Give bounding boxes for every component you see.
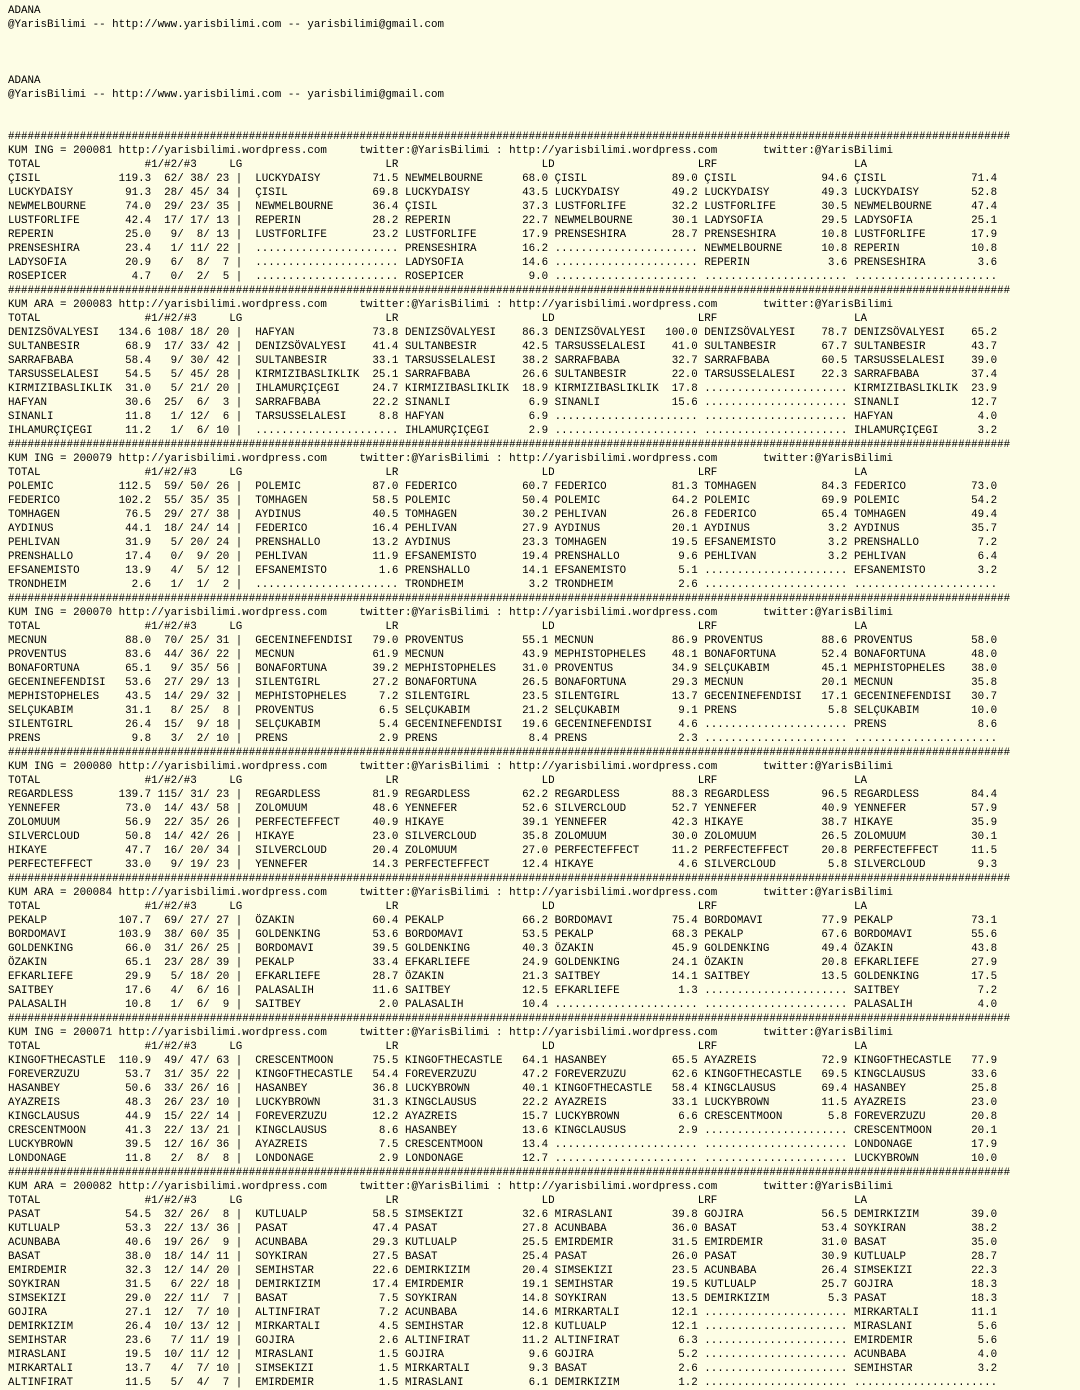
- horse-row: HIKAYE 47.7 16/ 20/ 34 | SILVERCLOUD 20.4 ZOLOMUUM 27.0 PERFECTEFFECT 11.2 PERFECTEFFECT 20.8 PERFECTEFFECT 11.5: [8, 845, 998, 857]
- race-header: KUM ARA = 200083 http://yarisbilimi.wordpress.com twitter:@YarisBilimi : http://yarisbilimi.wordpress.com twitter:@YarisBilimi: [8, 299, 893, 311]
- horse-row: PROVENTUS 83.6 44/ 36/ 22 | MECNUN 61.9 MECNUN 43.9 MEPHISTOPHELES 48.1 BONAFORTUNA 52.4 BONAFORTUNA 48.0: [8, 649, 998, 661]
- horse-row: IHLAMURÇIÇEGI 11.2 1/ 6/ 10 | ...................... IHLAMURÇIÇEGI 2.9 ...................... ...................... IHLAMURÇIÇEGI 3.2: [8, 425, 998, 437]
- horse-row: LADYSOFIA 20.9 6/ 8/ 7 | ...................... LADYSOFIA 14.6 ...................... REPERIN 3.6 PRENSESHIRA 3.6: [8, 257, 998, 269]
- horse-row: PRENSESHIRA 23.4 1/ 11/ 22 | ...................... PRENSESHIRA 16.2 ...................... NEWMELBOURNE 10.8 REPERIN 10.8: [8, 243, 998, 255]
- horse-row: REGARDLESS 139.7 115/ 31/ 23 | REGARDLESS 81.9 REGARDLESS 62.2 REGARDLESS 88.3 REGARDLESS 96.5 REGARDLESS 84.4: [8, 789, 998, 801]
- horse-row: LUCKYDAISY 91.3 28/ 45/ 34 | ÇISIL 69.8 LUCKYDAISY 43.5 LUCKYDAISY 49.2 LUCKYDAISY 49.3 LUCKYDAISY 52.8: [8, 187, 998, 199]
- horse-row: PRENSHALLO 17.4 0/ 9/ 20 | PEHLIVAN 11.9 EFSANEMISTO 19.4 PRENSHALLO 9.6 PEHLIVAN 3.2 PEHLIVAN 6.4: [8, 551, 998, 563]
- horse-row: EFKARLIEFE 29.9 5/ 18/ 20 | EFKARLIEFE 28.7 ÖZAKIN 21.3 SAITBEY 14.1 SAITBEY 13.5 GOLDENKING 17.5: [8, 971, 998, 983]
- blank-line: [8, 32, 1080, 46]
- horse-row: MECNUN 88.0 70/ 25/ 31 | GECENINEFENDISI 79.0 PROVENTUS 55.1 MECNUN 86.9 PROVENTUS 88.6 PROVENTUS 58.0: [8, 635, 998, 647]
- horse-row: SILENTGIRL 26.4 15/ 9/ 18 | SELÇUKABIM 5.4 GECENINEFENDISI 19.6 GECENINEFENDISI 4.6 ...................... PRENS 8.6: [8, 719, 998, 731]
- horse-row: DEMIRKIZIM 26.4 10/ 13/ 12 | MIRKARTALI 4.5 SEMIHSTAR 12.8 KUTLUALP 12.1 ...................... MIRASLANI 5.6: [8, 1321, 998, 1333]
- horse-row: FOREVERZUZU 53.7 31/ 35/ 22 | KINGOFTHECASTLE 54.4 FOREVERZUZU 47.2 FOREVERZUZU 62.6 KINGOFTHECASTLE 69.5 KINGCLAUSUS 33.6: [8, 1069, 998, 1081]
- section-separator: ##########################################################################################################################################################: [8, 131, 1011, 143]
- section-separator: ##########################################################################################################################################################: [8, 1167, 1011, 1179]
- horse-row: SILVERCLOUD 50.8 14/ 42/ 26 | HIKAYE 23.0 SILVERCLOUD 35.8 ZOLOMUUM 30.0 ZOLOMUUM 26.5 ZOLOMUUM 30.1: [8, 831, 998, 843]
- horse-row: LUCKYBROWN 39.5 12/ 16/ 36 | AYAZREIS 7.5 CRESCENTMOON 13.4 ...................... ...................... LONDONAGE 17.9: [8, 1139, 998, 1151]
- horse-row: LONDONAGE 11.8 2/ 8/ 8 | LONDONAGE 2.9 LONDONAGE 12.7 ...................... ...................... LUCKYBROWN 10.0: [8, 1153, 998, 1165]
- race-header: KUM ING = 200071 http://yarisbilimi.wordpress.com twitter:@YarisBilimi : http://yarisbilimi.wordpress.com twitter:@YarisBilimi: [8, 1027, 893, 1039]
- horse-row: CRESCENTMOON 41.3 22/ 13/ 21 | KINGCLAUSUS 8.6 HASANBEY 13.6 KINGCLAUSUS 2.9 ...................... CRESCENTMOON 20.1: [8, 1125, 998, 1137]
- horse-row: ACUNBABA 40.6 19/ 26/ 9 | ACUNBABA 29.3 KUTLUALP 25.5 EMIRDEMIR 31.5 EMIRDEMIR 31.0 BASAT 35.0: [8, 1237, 998, 1249]
- horse-row: KIRMIZIBASLIKLIK 31.0 5/ 21/ 20 | IHLAMURÇIÇEGI 24.7 KIRMIZIBASLIKLIK 18.9 KIRMIZIBASLIKLIK 17.8 ...................... KIRMIZIBASLIKLIK 23.9: [8, 383, 998, 395]
- horse-row: KINGOFTHECASTLE 110.9 49/ 47/ 63 | CRESCENTMOON 75.5 KINGOFTHECASTLE 64.1 HASANBEY 65.5 AYAZREIS 72.9 KINGOFTHECASTLE 77.9: [8, 1055, 998, 1067]
- race-header: KUM ARA = 200084 http://yarisbilimi.wordpress.com twitter:@YarisBilimi : http://yarisbilimi.wordpress.com twitter:@YarisBilimi: [8, 887, 893, 899]
- race-header: KUM ING = 200079 http://yarisbilimi.wordpress.com twitter:@YarisBilimi : http://yarisbilimi.wordpress.com twitter:@YarisBilimi: [8, 453, 893, 465]
- column-headers: TOTAL #1/#2/#3 LG LR LD LRF LA: [8, 775, 867, 787]
- horse-row: LUSTFORLIFE 42.4 17/ 17/ 13 | REPERIN 28.2 REPERIN 22.7 NEWMELBOURNE 30.1 LADYSOFIA 29.5 LADYSOFIA 25.1: [8, 215, 998, 227]
- horse-row: AYAZREIS 48.3 26/ 23/ 10 | LUCKYBROWN 31.3 KINGCLAUSUS 22.2 AYAZREIS 33.1 LUCKYBROWN 11.5 AYAZREIS 23.0: [8, 1097, 998, 1109]
- horse-row: PEHLIVAN 31.9 5/ 20/ 24 | PRENSHALLO 13.2 AYDINUS 23.3 TOMHAGEN 19.5 EFSANEMISTO 3.2 PRENSHALLO 7.2: [8, 537, 998, 549]
- horse-row: ALTINFIRAT 11.5 5/ 4/ 7 | EMIRDEMIR 1.5 MIRASLANI 6.1 DEMIRKIZIM 1.2 ...................... ......................: [8, 1377, 998, 1389]
- column-headers: TOTAL #1/#2/#3 LG LR LD LRF LA: [8, 1041, 867, 1053]
- horse-row: SINANLI 11.8 1/ 12/ 6 | TARSUSSELALESI 8.8 HAFYAN 6.9 ...................... ...................... HAFYAN 4.0: [8, 411, 998, 423]
- horse-row: DENIZSÖVALYESI 134.6 108/ 18/ 20 | HAFYAN 73.8 DENIZSÖVALYESI 86.3 DENIZSÖVALYESI 100.0 DENIZSÖVALYESI 78.7 DENIZSÖVALYESI 65.2: [8, 327, 998, 339]
- horse-row: SARRAFBABA 58.4 9/ 30/ 42 | SULTANBESIR 33.1 TARSUSSELALESI 38.2 SARRAFBABA 32.7 SARRAFBABA 60.5 TARSUSSELALESI 39.0: [8, 355, 998, 367]
- column-headers: TOTAL #1/#2/#3 LG LR LD LRF LA: [8, 467, 867, 479]
- section-separator: ##########################################################################################################################################################: [8, 747, 1011, 759]
- horse-row: TARSUSSELALESI 54.5 5/ 45/ 28 | KIRMIZIBASLIKLIK 25.1 SARRAFBABA 26.6 SULTANBESIR 22.0 TARSUSSELALESI 22.3 SARRAFBABA 37.4: [8, 369, 998, 381]
- horse-row: SEMIHSTAR 23.6 7/ 11/ 19 | GOJIRA 2.6 ALTINFIRAT 11.2 ALTINFIRAT 6.3 ...................... EMIRDEMIR 5.6: [8, 1335, 998, 1347]
- horse-row: TOMHAGEN 76.5 29/ 27/ 38 | AYDINUS 40.5 TOMHAGEN 30.2 PEHLIVAN 26.8 FEDERICO 65.4 TOMHAGEN 49.4: [8, 509, 998, 521]
- section-separator: ##########################################################################################################################################################: [8, 285, 1011, 297]
- horse-row: SELÇUKABIM 31.1 8/ 25/ 8 | PROVENTUS 6.5 SELÇUKABIM 21.2 SELÇUKABIM 9.1 PRENS 5.8 SELÇUKABIM 10.0: [8, 705, 998, 717]
- blank-line: [8, 116, 1080, 130]
- race-header: KUM ARA = 200082 http://yarisbilimi.wordpress.com twitter:@YarisBilimi : http://yarisbilimi.wordpress.com twitter:@YarisBilimi: [8, 1181, 893, 1193]
- horse-row: PRENS 9.8 3/ 2/ 10 | PRENS 2.9 PRENS 8.4 PRENS 2.3 ...................... ......................: [8, 733, 998, 745]
- horse-row: BASAT 38.0 18/ 14/ 11 | SOYKIRAN 27.5 BASAT 25.4 PASAT 26.0 PASAT 30.9 KUTLUALP 28.7: [8, 1251, 998, 1263]
- site-credits: @YarisBilimi -- http://www.yarisbilimi.com -- yarisbilimi@gmail.com: [8, 89, 444, 101]
- horse-row: BONAFORTUNA 65.1 9/ 35/ 56 | BONAFORTUNA 39.2 MEPHISTOPHELES 31.0 PROVENTUS 34.9 SELÇUKABIM 45.1 MEPHISTOPHELES 38.0: [8, 663, 998, 675]
- horse-row: SIMSEKIZI 29.0 22/ 11/ 7 | BASAT 7.5 SOYKIRAN 14.8 SOYKIRAN 13.5 DEMIRKIZIM 5.3 PASAT 18.3: [8, 1293, 998, 1305]
- horse-row: MIRASLANI 19.5 10/ 11/ 12 | MIRASLANI 1.5 GOJIRA 9.6 GOJIRA 5.2 ...................... ACUNBABA 4.0: [8, 1349, 998, 1361]
- horse-row: ÖZAKIN 65.1 23/ 28/ 39 | PEKALP 33.4 EFKARLIEFE 24.9 GOLDENKING 24.1 ÖZAKIN 20.8 EFKARLIEFE 27.9: [8, 957, 998, 969]
- horse-row: PEKALP 107.7 69/ 27/ 27 | ÖZAKIN 60.4 PEKALP 66.2 BORDOMAVI 75.4 BORDOMAVI 77.9 PEKALP 73.1: [8, 915, 998, 927]
- horse-row: ROSEPICER 4.7 0/ 2/ 5 | ...................... ROSEPICER 9.0 ...................... ...................... ......................: [8, 271, 998, 283]
- horse-row: ZOLOMUUM 56.9 22/ 35/ 26 | PERFECTEFFECT 40.9 HIKAYE 39.1 YENNEFER 42.3 HIKAYE 38.7 HIKAYE 35.9: [8, 817, 998, 829]
- blank-line: [8, 60, 1080, 74]
- horse-row: HAFYAN 30.6 25/ 6/ 3 | SARRAFBABA 22.2 SINANLI 6.9 SINANLI 15.6 ...................... SINANLI 12.7: [8, 397, 998, 409]
- section-separator: ##########################################################################################################################################################: [8, 439, 1011, 451]
- race-header: KUM ING = 200081 http://yarisbilimi.wordpress.com twitter:@YarisBilimi : http://yarisbilimi.wordpress.com twitter:@YarisBilimi: [8, 145, 893, 157]
- horse-row: GECENINEFENDISI 53.6 27/ 29/ 13 | SILENTGIRL 27.2 BONAFORTUNA 26.5 BONAFORTUNA 29.3 MECNUN 20.1 MECNUN 35.8: [8, 677, 998, 689]
- horse-row: ÇISIL 119.3 62/ 38/ 23 | LUCKYDAISY 71.5 NEWMELBOURNE 68.0 ÇISIL 89.0 ÇISIL 94.6 ÇISIL 71.4: [8, 173, 998, 185]
- horse-row: GOLDENKING 66.0 31/ 26/ 25 | BORDOMAVI 39.5 GOLDENKING 40.3 ÖZAKIN 45.9 GOLDENKING 49.4 ÖZAKIN 43.8: [8, 943, 998, 955]
- horse-row: KUTLUALP 53.3 22/ 13/ 36 | PASAT 47.4 PASAT 27.8 ACUNBABA 36.0 BASAT 53.4 SOYKIRAN 38.2: [8, 1223, 998, 1235]
- horse-row: EFSANEMISTO 13.9 4/ 5/ 12 | EFSANEMISTO 1.6 PRENSHALLO 14.1 EFSANEMISTO 5.1 ...................... EFSANEMISTO 3.2: [8, 565, 998, 577]
- horse-row: YENNEFER 73.0 14/ 43/ 58 | ZOLOMUUM 48.6 YENNEFER 52.6 SILVERCLOUD 52.7 YENNEFER 40.9 YENNEFER 57.9: [8, 803, 998, 815]
- horse-row: PALASALIH 10.8 1/ 6/ 9 | SAITBEY 2.0 PALASALIH 10.4 ...................... ...................... PALASALIH 4.0: [8, 999, 998, 1011]
- section-separator: ##########################################################################################################################################################: [8, 873, 1011, 885]
- horse-row: SAITBEY 17.6 4/ 6/ 16 | PALASALIH 11.6 SAITBEY 12.5 EFKARLIEFE 1.3 ...................... SAITBEY 7.2: [8, 985, 998, 997]
- horse-row: FEDERICO 102.2 55/ 35/ 35 | TOMHAGEN 58.5 POLEMIC 50.4 POLEMIC 64.2 POLEMIC 69.9 POLEMIC 54.2: [8, 495, 998, 507]
- race-header: KUM ING = 200080 http://yarisbilimi.wordpress.com twitter:@YarisBilimi : http://yarisbilimi.wordpress.com twitter:@YarisBilimi: [8, 761, 893, 773]
- race-header: KUM ING = 200070 http://yarisbilimi.wordpress.com twitter:@YarisBilimi : http://yarisbilimi.wordpress.com twitter:@YarisBilimi: [8, 607, 893, 619]
- horse-row: EMIRDEMIR 32.3 12/ 14/ 20 | SEMIHSTAR 22.6 DEMIRKIZIM 20.4 SIMSEKIZI 23.5 ACUNBABA 26.4 SIMSEKIZI 22.3: [8, 1265, 998, 1277]
- city-title: ADANA: [8, 5, 41, 17]
- horse-row: BORDOMAVI 103.9 38/ 60/ 35 | GOLDENKING 53.6 BORDOMAVI 53.5 PEKALP 68.3 PEKALP 67.6 BORDOMAVI 55.6: [8, 929, 998, 941]
- city-title: ADANA: [8, 75, 41, 87]
- column-headers: TOTAL #1/#2/#3 LG LR LD LRF LA: [8, 313, 867, 325]
- horse-row: MEPHISTOPHELES 43.5 14/ 29/ 32 | MEPHISTOPHELES 7.2 SILENTGIRL 23.5 SILENTGIRL 13.7 GECENINEFENDISI 17.1 GECENINEFENDISI 30.7: [8, 691, 998, 703]
- column-headers: TOTAL #1/#2/#3 LG LR LD LRF LA: [8, 901, 867, 913]
- horse-row: TRONDHEIM 2.6 1/ 1/ 2 | ...................... TRONDHEIM 3.2 TRONDHEIM 2.6 ...................... ......................: [8, 579, 998, 591]
- column-headers: TOTAL #1/#2/#3 LG LR LD LRF LA: [8, 621, 867, 633]
- horse-row: AYDINUS 44.1 18/ 24/ 14 | FEDERICO 16.4 PEHLIVAN 27.9 AYDINUS 20.1 AYDINUS 3.2 AYDINUS 35.7: [8, 523, 998, 535]
- horse-row: SULTANBESIR 68.9 17/ 33/ 42 | DENIZSÖVALYESI 41.4 SULTANBESIR 42.5 TARSUSSELALESI 41.0 SULTANBESIR 67.7 SULTANBESIR 43.7: [8, 341, 998, 353]
- horse-row: REPERIN 25.0 9/ 8/ 13 | LUSTFORLIFE 23.2 LUSTFORLIFE 17.9 PRENSESHIRA 28.7 PRENSESHIRA 10.8 LUSTFORLIFE 17.9: [8, 229, 998, 241]
- horse-row: POLEMIC 112.5 59/ 50/ 26 | POLEMIC 87.0 FEDERICO 60.7 FEDERICO 81.3 TOMHAGEN 84.3 FEDERICO 73.0: [8, 481, 998, 493]
- horse-row: HASANBEY 50.6 33/ 26/ 16 | HASANBEY 36.8 LUCKYBROWN 40.1 KINGOFTHECASTLE 58.4 KINGCLAUSUS 69.4 HASANBEY 25.8: [8, 1083, 998, 1095]
- section-separator: ##########################################################################################################################################################: [8, 1013, 1011, 1025]
- horse-row: SOYKIRAN 31.5 6/ 22/ 18 | DEMIRKIZIM 17.4 EMIRDEMIR 19.1 SEMIHSTAR 19.5 KUTLUALP 25.7 GOJIRA 18.3: [8, 1279, 998, 1291]
- blank-line: [8, 46, 1080, 60]
- blank-line: [8, 102, 1080, 116]
- horse-row: MIRKARTALI 13.7 4/ 7/ 10 | SIMSEKIZI 1.5 MIRKARTALI 9.3 BASAT 2.6 ...................... SEMIHSTAR 3.2: [8, 1363, 998, 1375]
- horse-row: KINGCLAUSUS 44.9 15/ 22/ 14 | FOREVERZUZU 12.2 AYAZREIS 15.7 LUCKYBROWN 6.6 CRESCENTMOON 5.8 FOREVERZUZU 20.8: [8, 1111, 998, 1123]
- horse-row: NEWMELBOURNE 74.0 29/ 23/ 35 | NEWMELBOURNE 36.4 ÇISIL 37.3 LUSTFORLIFE 32.2 LUSTFORLIFE 30.5 NEWMELBOURNE 47.4: [8, 201, 998, 213]
- horse-row: GOJIRA 27.1 12/ 7/ 10 | ALTINFIRAT 7.2 ACUNBABA 14.6 MIRKARTALI 12.1 ...................... MIRKARTALI 11.1: [8, 1307, 998, 1319]
- column-headers: TOTAL #1/#2/#3 LG LR LD LRF LA: [8, 159, 867, 171]
- site-credits: @YarisBilimi -- http://www.yarisbilimi.com -- yarisbilimi@gmail.com: [8, 19, 444, 31]
- horse-row: PASAT 54.5 32/ 26/ 8 | KUTLUALP 58.5 SIMSEKIZI 32.6 MIRASLANI 39.8 GOJIRA 56.5 DEMIRKIZIM 39.0: [8, 1209, 998, 1221]
- section-separator: ##########################################################################################################################################################: [8, 593, 1011, 605]
- horse-row: PERFECTEFFECT 33.0 9/ 19/ 23 | YENNEFER 14.3 PERFECTEFFECT 12.4 HIKAYE 4.6 SILVERCLOUD 5.8 SILVERCLOUD 9.3: [8, 859, 998, 871]
- column-headers: TOTAL #1/#2/#3 LG LR LD LRF LA: [8, 1195, 867, 1207]
